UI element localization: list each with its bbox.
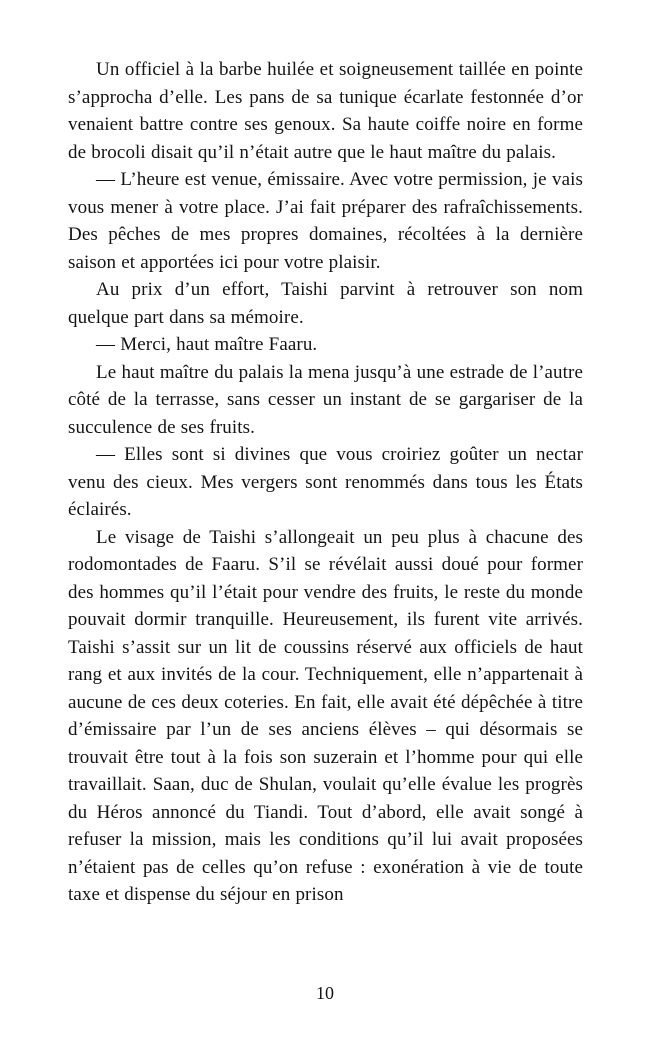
paragraph: Le haut maître du palais la mena jusqu’à une estrade de l’autre côté de la terrasse, sans cesser un instant de se gargariser de la succulence de ses fruits. <box>68 361 583 438</box>
text-block <box>68 56 583 909</box>
paragraph-dialogue: — Elles sont si divines que vous croiriez goûter un nectar venu des cieux. Mes vergers sont renommés dans tous les États éclairés. <box>68 444 583 520</box>
paragraph: Le visage de Taishi s’allongeait un peu plus à chacune des rodomontades de Faaru. S’il se révélait aussi doué pour former des hommes qu’il l’était pour vendre des fruits, le reste du monde pouvait dormir tranquille. Heureusement, ils furent vite arrivés. Taishi s’assit sur un lit de coussins réservé aux officiels de haut rang et aux invités de la cour. Techniquement, elle n’appartenait à aucune de ces deux coteries. En fait, elle avait été dépêchée à titre d’émissaire par l’un de ses anciens élèves – qui désormais se trouvait être tout à la fois son suzerain et l’homme pour qui elle travaillait. Saan, duc de Shulan, voulait qu’elle évalue les progrès du Héros annoncé du Tiandi. Tout d’abord, elle avait songé à refuser la mission, mais les conditions qu’il lui avait proposées n’étaient pas de celles qu’on refuse : exonération à vie de toute taxe et dispense du séjour en prison <box>68 526 583 905</box>
page-number: 10 <box>316 983 334 1003</box>
paragraph: Un officiel à la barbe huilée et soigneusement taillée en pointe s’approcha d’elle. Les pans de sa tunique écarlate festonnée d’or venaient battre contre ses genoux. Sa haute coiffe noire en forme de brocoli disait qu’il n’était autre que le haut maître du palais. <box>68 59 583 163</box>
paragraph: Au prix d’un effort, Taishi parvint à retrouver son nom quelque part dans sa mémoire. <box>68 279 583 328</box>
paragraph-dialogue: — L’heure est venue, émissaire. Avec votre permission, je vais vous mener à votre place. J’ai fait préparer des rafraîchissements. Des pêches de mes propres domaines, récoltées à la dernière saison et apportées ici pour votre plaisir. <box>68 169 583 273</box>
paragraph-dialogue: — Merci, haut maître Faaru. <box>96 334 318 355</box>
